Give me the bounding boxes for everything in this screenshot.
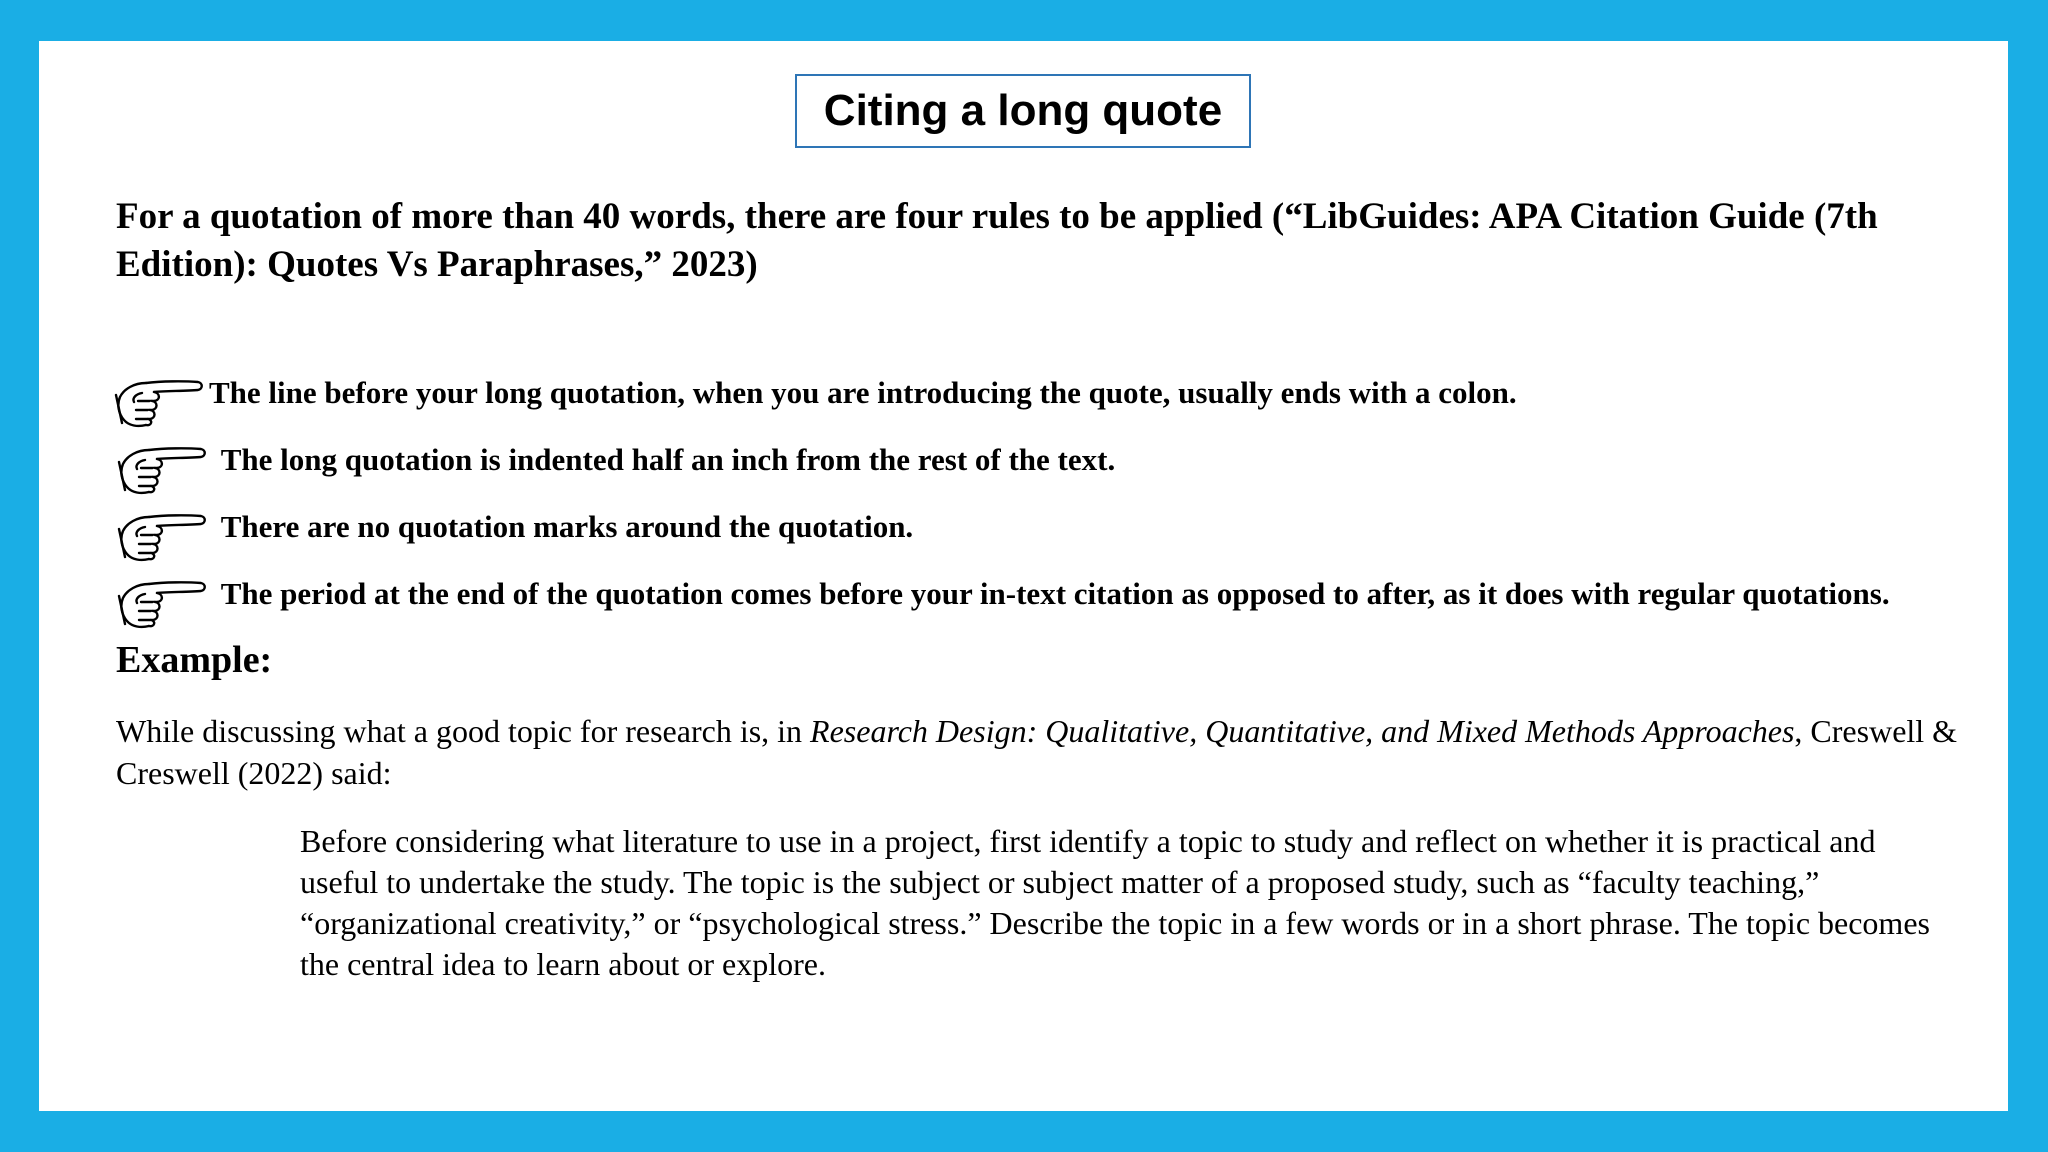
example-heading: Example:	[116, 639, 273, 681]
pointing-hand-icon	[115, 507, 207, 563]
rule-text: There are no quotation marks around the quotation.	[213, 509, 914, 544]
rule-text: The line before your long quotation, when you are introducing the quote, usually ends with a colon.	[209, 375, 1517, 410]
rule-item	[116, 438, 1956, 481]
intro-text: For a quotation of more than 40 words, there are four rules to be applied (“LibGuides: APA Citation Guide (7th Edition): Quotes Vs Paraphrases,” 2023)	[116, 196, 1878, 285]
example-text-after: , Creswell & Creswell (2022) said:	[116, 713, 1958, 791]
slide	[39, 41, 2008, 1111]
rule-item	[116, 572, 1956, 615]
pointing-hand-icon	[112, 373, 204, 429]
rule-text: The long quotation is indented half an inch from the rest of the text.	[213, 442, 1116, 477]
slide-title: Citing a long quote	[795, 74, 1251, 148]
rule-item	[116, 371, 1956, 414]
rule-text: The period at the end of the quotation comes before your in-text citation as opposed to after, as it does with regular quotations.	[213, 576, 1890, 611]
pointing-hand-icon	[115, 574, 207, 630]
block-quote: Before considering what literature to use in a project, first identify a topic to study and reflect on whether it is practical and useful to undertake the study. The topic is the subject or subject matter of a proposed study, such as “faculty teaching,” “organizational creativity,” or “psychological stress.” Describe the topic in a few words or in a short phrase. The topic becomes the central idea to learn about or explore.	[300, 823, 1930, 982]
book-title: Research Design: Qualitative, Quantitative, and Mixed Methods Approaches	[810, 713, 1795, 749]
example-paragraph	[116, 710, 1976, 794]
rule-item	[116, 505, 1956, 548]
pointing-hand-icon	[115, 440, 207, 496]
example-text-before: While discussing what a good topic for research is, in	[116, 713, 811, 749]
